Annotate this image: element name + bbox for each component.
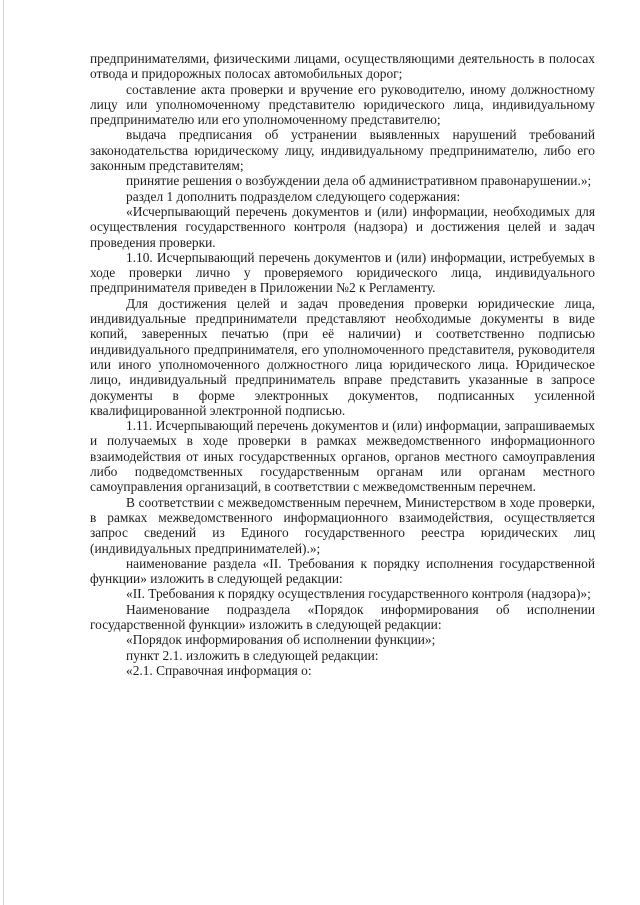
paragraph: «II. Требования к порядку осуществления государственного контроля (надзора)»; (126, 586, 591, 602)
paragraph: 1.10. Исчерпывающий перечень документов и (или) информации, истребуемых в ходе проверки лично у проверяемого юридического лица, индивидуального предпринимателя приведен в Приложении №2 к Регламенту. (90, 249, 595, 296)
paragraph: 1.11. Исчерпывающий перечень документов и (или) информации, запрашиваемых и получаемых в ходе проверки в рамках межведомственного информационного взаимодействия от иных государственных органов, органов местного самоуправления либо подведомственных государственным органам или органам местного самоуправления организаций, в соответствии с межведомственным перечнем. (90, 418, 595, 495)
scan-edge-line (3, 0, 4, 905)
paragraph: Наименование подраздела «Порядок информирования об исполнении государственной функции» изложить в следующей редакции: (90, 601, 595, 632)
paragraph: «Порядок информирования об исполнении функции»; (126, 632, 436, 648)
paragraph: пункт 2.1. изложить в следующей редакции: (126, 647, 379, 663)
paragraph: выдача предписания об устранении выявленных нарушений требований законодательства юридическому лицу, индивидуальному предпринимателю, либо его законным представителям; (90, 127, 595, 174)
paragraph: раздел 1 дополнить подразделом следующего содержания: (126, 188, 461, 204)
document-page (90, 51, 595, 678)
paragraph: В соответствии с межведомственным перечнем, Министерством в ходе проверки, в рамках межведомственного информационного взаимодействия, осуществляется запрос сведений из Единого государственного реестра юридических лиц (индивидуальных предпринимателей).»; (90, 494, 595, 556)
paragraph: составление акта проверки и вручение его руководителю, иному должностному лицу или уполномоченному представителю юридического лица, индивидуальному предпринимателю или его уполномоченному представителю; (90, 81, 595, 128)
paragraph: предпринимателями, физическими лицами, осуществляющими деятельность в полосах отвода и придорожных полосах автомобильных дорог; (90, 51, 595, 82)
paragraph: «2.1. Справочная информация о: (126, 662, 312, 678)
paragraph: принятие решения о возбуждении дела об административном правонарушении.»; (126, 173, 592, 189)
paragraph: «Исчерпывающий перечень документов и (или) информации, необходимых для осуществления государственного контроля (надзора) и достижения целей и задач проведения проверки. (90, 203, 595, 250)
paragraph: Для достижения целей и задач проведения проверки юридические лица, индивидуальные предприниматели представляют необходимые документы в виде копий, заверенных печатью (при её наличии) и соответственно подписью индивидуального предпринимателя, его уполномоченного представителя, руководителя или иного уполномоченного должностного лица юридического лица. Юридическое лицо, индивидуальный предприниматель вправе представить указанные в запросе документы в форме электронных документов, подписанных усиленной квалифицированной электронной подписью. (90, 295, 595, 418)
paragraph: наименование раздела «II. Требования к порядку исполнения государственной функции» изложить в следующей редакции: (90, 555, 595, 587)
